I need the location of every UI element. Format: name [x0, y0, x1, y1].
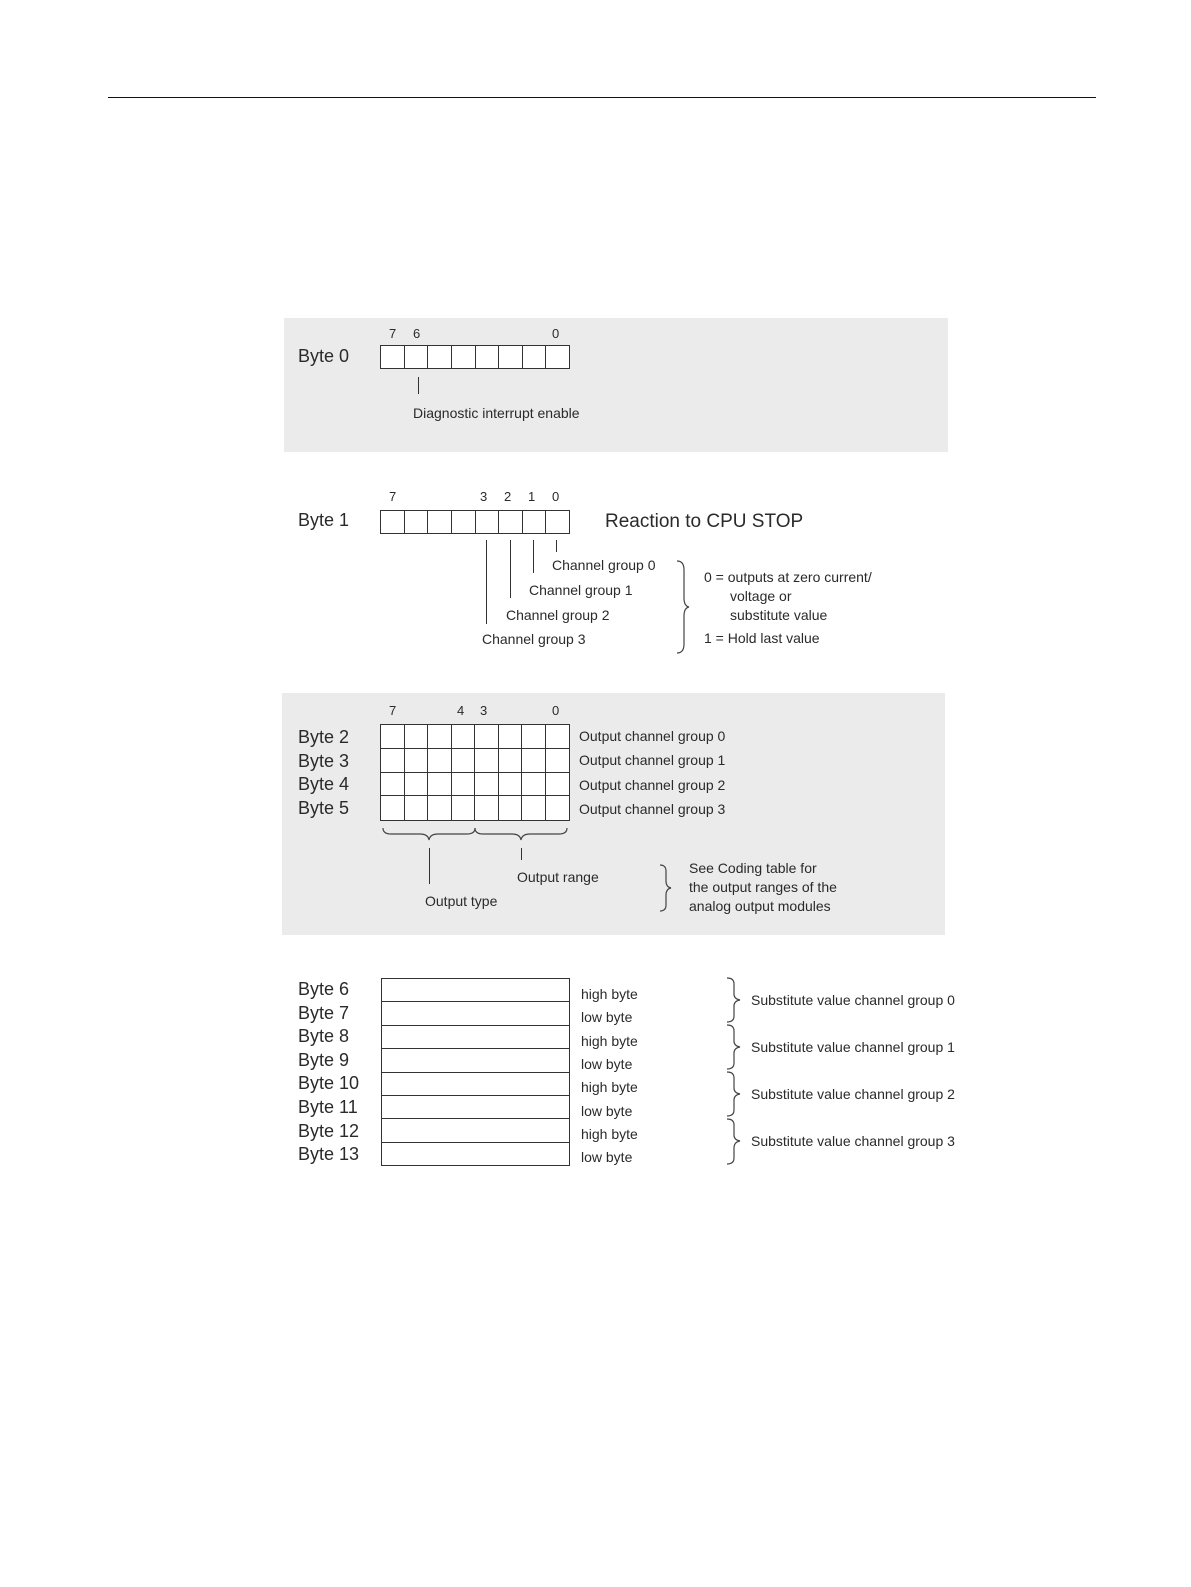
byte1-channel-group-3: Channel group 3 — [482, 631, 586, 647]
byte-row — [382, 1049, 569, 1072]
byte5-label: Byte 5 — [298, 798, 350, 818]
coding-note-brace — [659, 864, 673, 912]
byte9-label: Byte 9 — [298, 1050, 350, 1070]
output-range-leader — [521, 848, 522, 860]
bit-cell — [476, 511, 500, 533]
bit-cell — [405, 346, 429, 368]
bit-cell — [381, 511, 405, 533]
byte13-role: low byte — [581, 1149, 633, 1165]
channel-group-3-leader — [486, 540, 487, 624]
byte1-bit-0: 0 — [552, 489, 560, 504]
output-channel-group-0: Output channel group 0 — [579, 728, 726, 744]
byte11-label: Byte 11 — [298, 1097, 358, 1117]
byte-row — [382, 1119, 569, 1142]
byte4-label: Byte 4 — [298, 774, 350, 794]
byte-row — [382, 1096, 569, 1119]
byte1-channel-group-0: Channel group 0 — [552, 557, 656, 573]
substitute-group-2-brace — [726, 1071, 742, 1117]
bit-cell — [523, 511, 547, 533]
output-type-label: Output type — [425, 893, 498, 909]
bit-cell — [452, 511, 476, 533]
byte9-role: low byte — [581, 1056, 633, 1072]
byte0-register — [380, 345, 570, 369]
output-range-brace — [474, 827, 568, 841]
substitute-value-group-3: Substitute value channel group 3 — [751, 1133, 955, 1149]
byte6-label: Byte 6 — [298, 979, 350, 999]
substitute-group-3-brace — [726, 1118, 742, 1165]
byte12-role: high byte — [581, 1126, 638, 1142]
substitute-value-group-0: Substitute value channel group 0 — [751, 992, 955, 1008]
byte1-bit-3: 3 — [480, 489, 488, 504]
byte1-note-line2: voltage or — [730, 588, 792, 604]
channel-group-2-leader — [510, 540, 511, 598]
channel-group-1-leader — [533, 540, 534, 573]
byte2-label: Byte 2 — [298, 727, 350, 747]
byte1-channel-group-2: Channel group 2 — [506, 607, 610, 623]
byte-row — [382, 1143, 569, 1165]
byte1-register — [380, 510, 570, 534]
output-type-leader — [429, 848, 430, 884]
byte0-bit6-leader — [418, 377, 419, 394]
byte-row — [382, 1026, 569, 1049]
byte3-label: Byte 3 — [298, 751, 350, 771]
byte8-label: Byte 8 — [298, 1026, 350, 1046]
output-type-brace — [382, 827, 476, 841]
output-channel-group-3: Output channel group 3 — [579, 801, 726, 817]
byte1-title: Reaction to CPU STOP — [605, 511, 804, 532]
byte-row — [382, 1073, 569, 1096]
substitute-value-group-2: Substitute value channel group 2 — [751, 1086, 955, 1102]
bit-cell — [428, 346, 452, 368]
byte8-role: high byte — [581, 1033, 638, 1049]
coding-note-line2: the output ranges of the — [689, 879, 837, 895]
output-channel-group-2: Output channel group 2 — [579, 777, 726, 793]
byte1-bit-1: 1 — [528, 489, 536, 504]
byte1-note-line1: 0 = outputs at zero current/ — [704, 569, 872, 585]
substitute-value-register — [381, 978, 570, 1166]
coding-note-line3: analog output modules — [689, 898, 831, 914]
byte7-role: low byte — [581, 1009, 633, 1025]
byte1-note-line3: substitute value — [730, 607, 828, 623]
byte7-label: Byte 7 — [298, 1003, 350, 1023]
byte6-role: high byte — [581, 986, 638, 1002]
byte10-role: high byte — [581, 1079, 638, 1095]
bit-cell — [546, 346, 569, 368]
byte1-bit-2: 2 — [504, 489, 512, 504]
bit-cell — [405, 511, 429, 533]
byte0-description: Diagnostic interrupt enable — [413, 405, 580, 421]
bytes2to5-bit-7: 7 — [389, 703, 397, 718]
substitute-group-1-brace — [726, 1024, 742, 1070]
bit-cell — [476, 346, 500, 368]
bit-cell — [546, 511, 569, 533]
bit-cell — [499, 511, 523, 533]
byte12-label: Byte 12 — [298, 1121, 360, 1141]
byte1-note-line4: 1 = Hold last value — [704, 630, 820, 646]
bit-cell — [523, 346, 547, 368]
header-rule — [108, 97, 1096, 98]
byte1-channel-group-1: Channel group 1 — [529, 582, 633, 598]
byte0-bit-0: 0 — [552, 326, 560, 341]
bytes2to5-bit-3: 3 — [480, 703, 488, 718]
byte-row — [382, 979, 569, 1002]
output-range-label: Output range — [517, 869, 599, 885]
bit-cell — [381, 346, 405, 368]
byte1-label: Byte 1 — [298, 510, 350, 530]
byte0-label: Byte 0 — [298, 346, 350, 366]
byte11-role: low byte — [581, 1103, 633, 1119]
byte1-brace — [676, 560, 690, 654]
byte0-panel — [284, 318, 948, 452]
byte10-label: Byte 10 — [298, 1073, 360, 1093]
byte-row — [382, 1002, 569, 1025]
byte13-label: Byte 13 — [298, 1144, 360, 1164]
bytes2to5-register-grid — [380, 724, 570, 821]
bit-cell — [452, 346, 476, 368]
bytes2to5-bit-0: 0 — [552, 703, 560, 718]
bit-cell — [428, 511, 452, 533]
substitute-value-group-1: Substitute value channel group 1 — [751, 1039, 955, 1055]
bytes2to5-bit-4: 4 — [457, 703, 465, 718]
byte0-bit-6: 6 — [413, 326, 421, 341]
byte1-bit-7: 7 — [389, 489, 397, 504]
substitute-group-0-brace — [726, 977, 742, 1023]
coding-note-line1: See Coding table for — [689, 860, 817, 876]
output-channel-group-1: Output channel group 1 — [579, 752, 726, 768]
bit-cell — [499, 346, 523, 368]
byte0-bit-7: 7 — [389, 326, 397, 341]
channel-group-0-leader — [556, 540, 557, 552]
